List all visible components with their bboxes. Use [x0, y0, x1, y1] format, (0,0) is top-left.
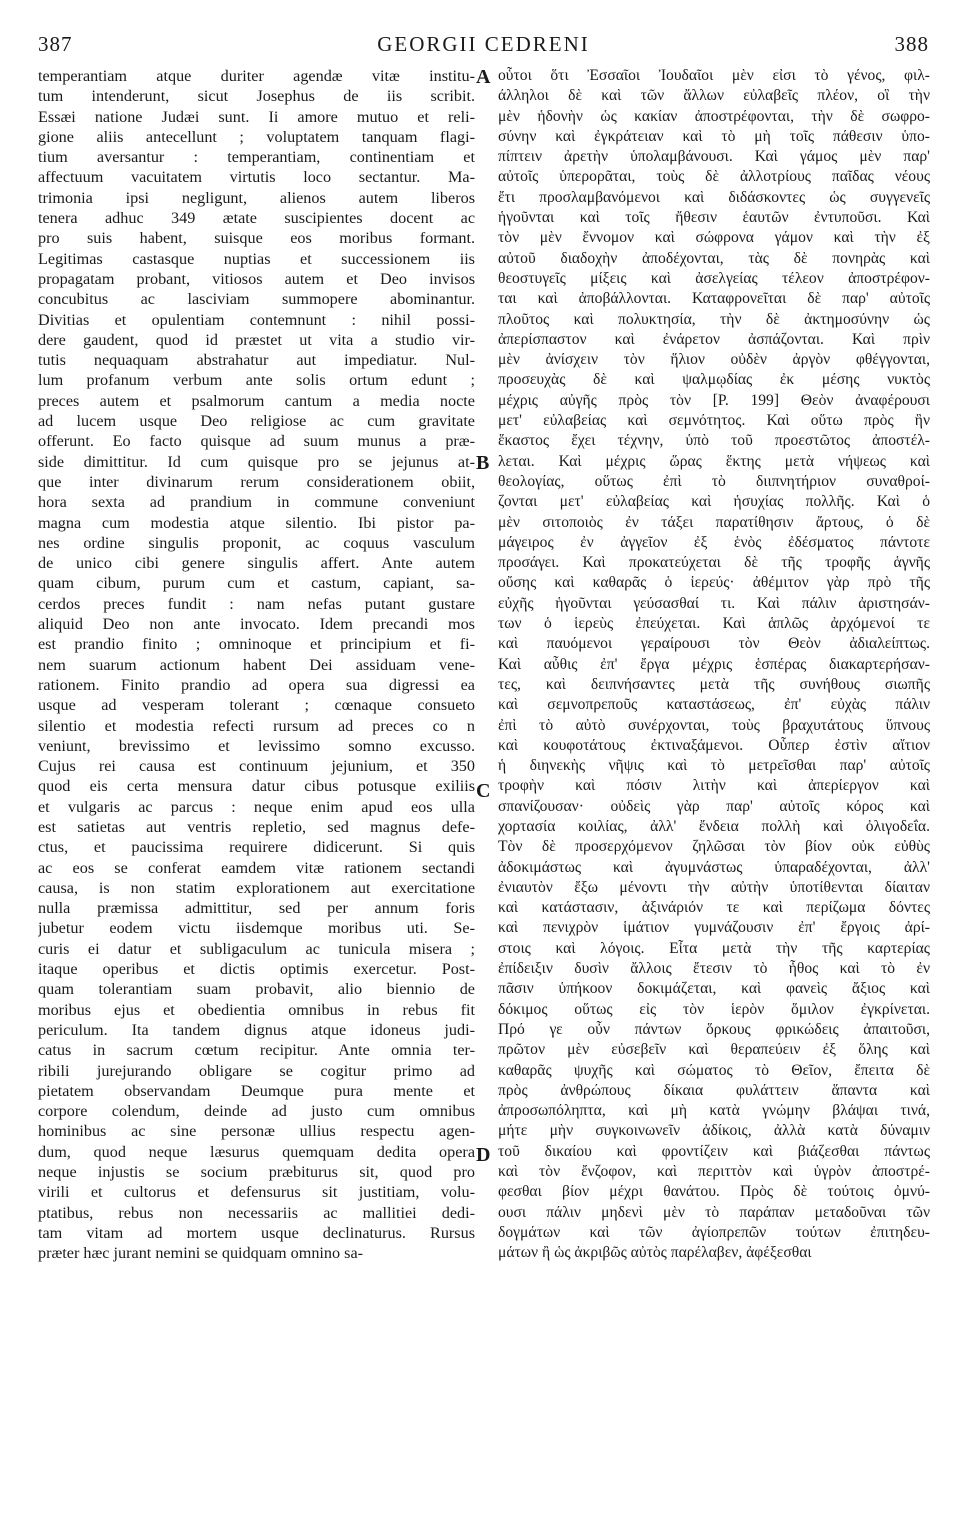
- greek-text-line: σύνην καὶ ἐγκράτειαν καὶ τὸ μὴ τοῖς πάθεσιν ὑπο-: [498, 127, 930, 145]
- latin-text-line: concubitus ac lasciviam summopere abominantur.: [38, 290, 475, 309]
- latin-text-line: est satietas aut ventris repletio, sed magnus defe-: [38, 817, 475, 836]
- latin-text-line: affectuum vacuitatem virtutis loco sectantur. Ma-: [38, 168, 475, 187]
- greek-text-line: αὐτοῦ διαδοχὴν ἀποδέχονται, τὰς δὲ πονηρὰς καὶ: [498, 249, 930, 267]
- greek-text-line: στοις καὶ λόγοις. Εἶτα μετὰ τὴν τῆς καρτερίας: [498, 939, 930, 957]
- latin-text-line: jubetur eodem victu iisdemque moribus uti. Se-: [38, 919, 475, 938]
- greek-text-line: ἀδοκιμάστως καὶ ἀγυμνάστως ὑπαραδέχονται, ἀλλ': [498, 858, 930, 876]
- greek-text-line: προσάγει. Καὶ προκατεύχεται δὲ τῆς τροφῆς ἁγνῆς: [498, 554, 930, 572]
- margin-letter-d: D: [476, 1144, 491, 1166]
- greek-text-line: πᾶσιν ὑπήκοον δοκιμάζεται, καὶ φανεὶς ἄξιος καὶ: [498, 980, 930, 998]
- greek-text-line: ἡγοῦνται καὶ τοῖς ἤθεσιν ἑαυτῶν ἐντυποῦσι. Καὶ: [498, 209, 930, 227]
- greek-text-line: σπανίζουσαν· οὐδεὶς γὰρ παρ' αὐτοῖς κόρος καὶ: [498, 797, 930, 815]
- greek-text-line: δόκιμος οὕτως εἰς τὸν ἱερὸν ὅμιλον ἐγκρίνεται.: [498, 1000, 930, 1018]
- latin-text-line: virili et cultorus et defensurus sit justitiam, volu-: [38, 1183, 475, 1202]
- greek-text-line: μὲν σιτοποιὸς ἐν τάξει παρατίθησιν ἄρτους, ὁ δὲ: [498, 513, 930, 531]
- latin-text-line: Essæi natione Judæi sunt. Ii amore mutuo et reli-: [38, 107, 475, 126]
- latin-text-line: Divitias et opulentiam contemnunt : nihil possi-: [38, 310, 475, 329]
- latin-text-line: side dimittitur. Id cum quisque pro se jejunus at-: [38, 452, 475, 471]
- latin-text-line: ctus, et paucissima requirere didicerunt. Si quis: [38, 838, 475, 857]
- greek-text-line: ουσι πάλιν μηδενὶ μὲν τὸ παράπαν μεταδοῦναι τῶν: [498, 1203, 930, 1221]
- greek-text-line: εὐχῆς ἡγοῦνται γεύσασθαί τι. Καὶ πάλιν ἀριστησάν-: [498, 594, 930, 612]
- latin-text-line: preces autem et psalmorum cantum a media nocte: [38, 391, 475, 410]
- latin-text-line: Legitimas castasque nuptias et successionem iis: [38, 249, 475, 268]
- greek-text-line: τες, καὶ δειπνήσαντες μετὰ τῆς συνήθους σιωπῆς: [498, 675, 930, 693]
- greek-text-line: μάτων ἢ ὡς ἀκριβῶς αὐτὸς παρέλαβεν, ἀφέξεσθαι: [498, 1244, 812, 1262]
- left-page-number: 387: [38, 32, 73, 56]
- margin-letter-a: A: [476, 66, 491, 88]
- latin-text-line: temperantiam atque duriter agendæ vitæ institu-: [38, 67, 475, 85]
- latin-text-line: tenera adhuc 349 ætate suscipientes docent ac: [38, 209, 475, 228]
- greek-text-line: προσευχὰς δὲ καὶ ψαλμῳδίας ἐκ μέσης νυκτὸς: [498, 371, 930, 389]
- greek-text-line: ἐπίδειξιν δυσὶν ἄλλοις ἔτεσιν τὸ ἦθος καὶ τὸ ἐν: [498, 960, 930, 978]
- margin-letter-b: B: [476, 452, 490, 474]
- greek-text-line: μὲν ἀνίσχειν τὸν ἥλιον οὐδὲν ἀργὸν φθέγγονται,: [498, 351, 930, 369]
- greek-column: [498, 66, 930, 1264]
- latin-text-line: ad lucem usque Deo religiose ac cum gravitate: [38, 412, 475, 431]
- latin-text-line: trimonia ipsi negligunt, alienos autem liberos: [38, 188, 475, 207]
- latin-column: [38, 66, 475, 1264]
- latin-text-line: Cujus rei causa est continuum jejunium, et 350: [38, 757, 475, 776]
- latin-text-line: cerdos preces fundit : nam nefas putant gustare: [38, 594, 475, 613]
- greek-text-line: ται καὶ ἀποβάλλονται. Καταφρονεῖται δὲ παρ' αὐτοῖς: [498, 290, 930, 308]
- latin-text-line: itaque operibus et dictis optimis exercetur. Post-: [38, 960, 475, 979]
- greek-text-line: τροφὴν καὶ πόσιν λιτὴν καὶ ἀπερίεργον καὶ: [498, 777, 930, 795]
- latin-text-line: curis ei datur et subligaculum ac tunicula misera ;: [38, 939, 475, 958]
- latin-text-line: ptatibus, rebus non necessariis ac mallitiei dedi-: [38, 1203, 475, 1222]
- latin-text-line: silentio et modestia refecti rursum ad preces co n: [38, 716, 475, 735]
- greek-text-line: τοῦ δικαίου καὶ φροντίζειν καὶ βιάζεσθαι πάντως: [498, 1142, 930, 1160]
- latin-text-line: hominibus ac sine personæ ullius respectu agen-: [38, 1122, 475, 1141]
- latin-text-line: veniunt, brevissimo et levissimo somno excusso.: [38, 736, 475, 755]
- greek-text-line: ἐνιαυτὸν ἔξω μένοντι τὴν αὐτὴν ὑποτίθενται δίαιταν: [498, 878, 930, 896]
- latin-text-line: gione aliis antecellunt ; voluptatem tanquam flagi-: [38, 127, 475, 146]
- latin-text-line: causa, is non statim explorationem aut exercitatione: [38, 878, 475, 897]
- latin-text-line: quam tolerantiam suam probavit, alio biennio de: [38, 980, 475, 999]
- latin-text-line: dere gaudent, quod id præstet ut vita a studio vir-: [38, 330, 475, 349]
- latin-text-line: offerunt. Eo facto quisque ad suum munus a præ-: [38, 432, 475, 451]
- greek-text-line: πλοῦτος καὶ πολυκτησία, τὴν δὲ ἀκτημοσύνην ὡς: [498, 310, 930, 328]
- margin-letter-c: C: [476, 780, 491, 802]
- greek-text-line: ἔτι προσλαμβανόμενοι καὶ διδάσκοντες ὡς συγγενεῖς: [498, 188, 930, 206]
- greek-text-line: τὸν μὲν ἔννομον καὶ σώφρονα γάμον καὶ τὴν ἐξ: [498, 229, 930, 247]
- latin-text-line: lum profanum verbum ante solis ortum edunt ;: [38, 371, 475, 390]
- greek-text-line: θεολογίας, οὕτως ἐπὶ τὸ διιπνητήριον συναθροί-: [498, 472, 930, 490]
- greek-text-line: αὐτοῖς ὑπερορᾶται, τοὺς δὲ ἀλλοτρίους παῖδας νέους: [498, 168, 930, 186]
- greek-text-line: καὶ σεμνοπρεποῦς καταστάσεως, ἐπ' εὐχὰς πάλιν: [498, 696, 930, 714]
- latin-text-line: tium aversantur : temperantiam, continentiam et: [38, 148, 475, 167]
- latin-text-line: nulla præmissa admittitur, sed per annum foris: [38, 899, 475, 918]
- latin-text-line: præter hæc jurant nemini se quidquam omnino sa-: [38, 1244, 364, 1263]
- greek-text-line: των ὁ ἱερεὺς ἐπεύχεται. Καὶ ἁπλῶς ἀρχόμενοί τε: [498, 615, 930, 633]
- page-header: [38, 32, 929, 58]
- latin-text-line: catus in sacrum cœtum recipitur. Ante omnia ter-: [38, 1041, 475, 1060]
- latin-text-line: propagatam probant, vitiosos autem et Deo invisos: [38, 269, 475, 288]
- greek-text-line: μετ' εὐλαβείας καὶ σεμνότητος. Καὶ οὕτω πρὸς ἣν: [498, 412, 930, 430]
- greek-text-line: μὲν ἡδονὴν ὡς κακίαν ἀποστρέφονται, τὴν δὲ σωφρο-: [498, 107, 930, 125]
- latin-text-line: periculum. Ita tandem dignus atque idoneus judi-: [38, 1020, 475, 1039]
- greek-text-line: μήτε μὴν συγκοινωνεῖν ἀδίκοις, ἀλλὰ κατὰ δύναμιν: [498, 1122, 930, 1140]
- greek-text-line: ζονται μετ' εὐλαβείας καὶ ἡσυχίας πολλῆς. Καὶ ὁ: [498, 493, 930, 511]
- right-page-number: 388: [894, 32, 929, 56]
- greek-text-line: ἐπὶ τὸ αὐτὸ συνέρχονται, τοὺς βραχυτάτους ὕπνους: [498, 716, 930, 734]
- latin-text-line: de unico cibi genere singulis affert. Ante autem: [38, 554, 475, 573]
- greek-text-line: άλληλοι δὲ καὶ τῶν ἄλλων εὐλαβεῖς πλέον, οἳ τὴν: [498, 87, 930, 105]
- greek-text-line: οὔσης καὶ καθαρᾶς ὁ ἱερεύς· ἀθέμιτον γὰρ πρὸ τῆς: [498, 574, 930, 592]
- greek-text-line: πίπτειν ἀρετὴν ὑπολαμβάνουσι. Καὶ γάμος μὲν παρ': [498, 148, 930, 166]
- greek-text-line: καθαρᾶς ψυχῆς καὶ σώματος τὸ Θεῖον, ἔπειτα δὲ: [498, 1061, 930, 1079]
- latin-text-line: usque ad vesperam tolerant ; cœnaque consueto: [38, 696, 475, 715]
- latin-text-line: tum intenderunt, sicut Josephus de iis scribit.: [38, 87, 475, 106]
- greek-text-line: πρῶτον μὲν εὐσεβεῖν καὶ θεραπεύειν ἐξ ὅλης καὶ: [498, 1041, 930, 1059]
- latin-text-line: tam vitam ad mortem usque declinaturus. Rursus: [38, 1223, 475, 1242]
- latin-text-line: moribus ejus et obedientia omnibus in rebus fit: [38, 1000, 475, 1019]
- latin-text-line: corpore colendum, deinde ad justo cum omnibus: [38, 1102, 475, 1121]
- latin-text-line: hora sexta ad prandium in commune conveniunt: [38, 493, 475, 512]
- latin-text-line: pro suis habent, suisque eos moribus formant.: [38, 229, 475, 248]
- greek-text-line: δογμάτων καὶ τῶν ἀγίοπρεπῶν τούτων ἐπιτηδευ-: [498, 1223, 930, 1241]
- greek-text-line: ἕκαστος ἔχει τέχνην, ὑπὸ τοῦ προεστῶτος ἀποστέλ-: [498, 432, 930, 450]
- greek-text-line: πρὸς ἀνθρώπους δίκαια φυλάττειν ἅπαντα καὶ: [498, 1081, 930, 1099]
- latin-text-line: quam cibum, purum cum et castum, capiant, sa-: [38, 574, 475, 593]
- greek-text-line: Πρό γε οὖν πάντων ὅρκους φρικώδεις ἀπαιτοῦσι,: [498, 1020, 930, 1038]
- latin-text-line: rationem. Finito prandio ad opera sua digressi ea: [38, 675, 475, 694]
- greek-text-line: ἀπερίσπαστον καὶ ἐνάρετον ἀσπάζονται. Καὶ πρὶν: [498, 330, 930, 348]
- greek-text-line: ἡ διηνεκὴς νῆψις καὶ τὸ μετρεῖσθαι παρ' αὐτοῖς: [498, 757, 930, 775]
- latin-text-line: neque injustis se socium præbiturus sit, quod pro: [38, 1163, 475, 1182]
- latin-text-line: nes ordine singulis proponit, ac coquus vasculum: [38, 533, 475, 552]
- greek-text-line: καὶ τὸν ἔνζοφον, καὶ περιττὸν καὶ ὑγρὸν ἀποστρέ-: [498, 1163, 930, 1181]
- latin-text-line: est prandio finito ; omninoque et principium et fi-: [38, 635, 475, 654]
- latin-text-line: dum, quod neque læsurus quemquam dedita opera: [38, 1142, 475, 1161]
- running-title: GEORGII CEDRENI: [377, 32, 590, 56]
- latin-text-line: aliquid Deo non ante invocato. Idem precandi mos: [38, 615, 475, 634]
- greek-text-line: ἀπροσωπόληπτα, καὶ μὴ κατὰ γνώμην βλάψαι τινά,: [498, 1102, 930, 1120]
- greek-text-line: θεοστυγεῖς μίξεις καὶ ἀσελγείας τέλεον ἀποστρέφον-: [498, 269, 930, 287]
- greek-text-line: χορτασία κοιλίας, ἀλλ' ἔνδεια πολλὴ καὶ ὀλιγοδεΐα.: [498, 817, 930, 835]
- latin-text-line: que inter divinarum rerum considerationem obiit,: [38, 472, 475, 491]
- greek-text-line: οὗτοι ὅτι Ἐσσαῖοι Ἰουδαῖοι μὲν εἰσι τὸ γένος, φιλ-: [498, 67, 930, 84]
- latin-text-line: quod eis certa mensura datur cibus potusque exiliis: [38, 777, 475, 796]
- greek-text-line: καὶ κατάστασιν, ἀξινάριόν τε καὶ περίζωμα δόντες: [498, 899, 930, 917]
- greek-text-line: Καὶ αὖθις ἐπ' ἔργα μέχρις ἑσπέρας διακαρτερήσαν-: [498, 655, 930, 673]
- latin-text-line: pietatem observandam Deumque pura mente et: [38, 1081, 475, 1100]
- greek-text-line: φεσθαι βίον μέχρι θανάτου. Πρὸς δὲ τούτοις ὀμνύ-: [498, 1183, 930, 1201]
- latin-text-line: ribili jurejurando obligare se cogitur primo ad: [38, 1061, 475, 1080]
- greek-text-line: καὶ παυόμενοι γεραίρουσι τὸν Θεὸν ἀδιαλείπτως.: [498, 635, 930, 653]
- latin-text-line: ac eos se conferat eamdem vitæ rationem sectandi: [38, 858, 475, 877]
- greek-text-line: μέχρις αὐγῆς πρὸς τὸν [P. 199] Θεὸν ἀναφέρουσι: [498, 391, 930, 409]
- latin-text-line: nem suarum actionum habent Dei assiduam vene-: [38, 655, 475, 674]
- greek-text-line: καὶ πενιχρὸν ἱμάτιον γυμνάζουσιν ἐπ' ἔργοις ἀρί-: [498, 919, 930, 937]
- latin-text-line: magna cum modestia atque silentio. Ibi pistor pa-: [38, 513, 475, 532]
- greek-text-line: λεται. Καὶ μέχρις ὥρας ἕκτης μετὰ νήψεως καὶ: [498, 452, 930, 470]
- greek-text-line: καὶ κουφοτάτους ἐκτιναξάμενοι. Οὗπερ ἐστὶν αἴτιον: [498, 736, 930, 754]
- greek-text-line: μάγειρος ἐν ἀγγεῖον ἐξ ἑνὸς ἐδέσματος πάντοτε: [498, 533, 930, 551]
- greek-text-line: Τὸν δὲ προσερχόμενον ζηλῶσαι τὸν βίον οὐκ εὐθὺς: [498, 838, 930, 856]
- latin-text-line: tutis nequaquam abstrahatur aut impediatur. Nul-: [38, 351, 475, 370]
- latin-text-line: et vulgaris ac parcus : neque enim apud eos ulla: [38, 797, 475, 816]
